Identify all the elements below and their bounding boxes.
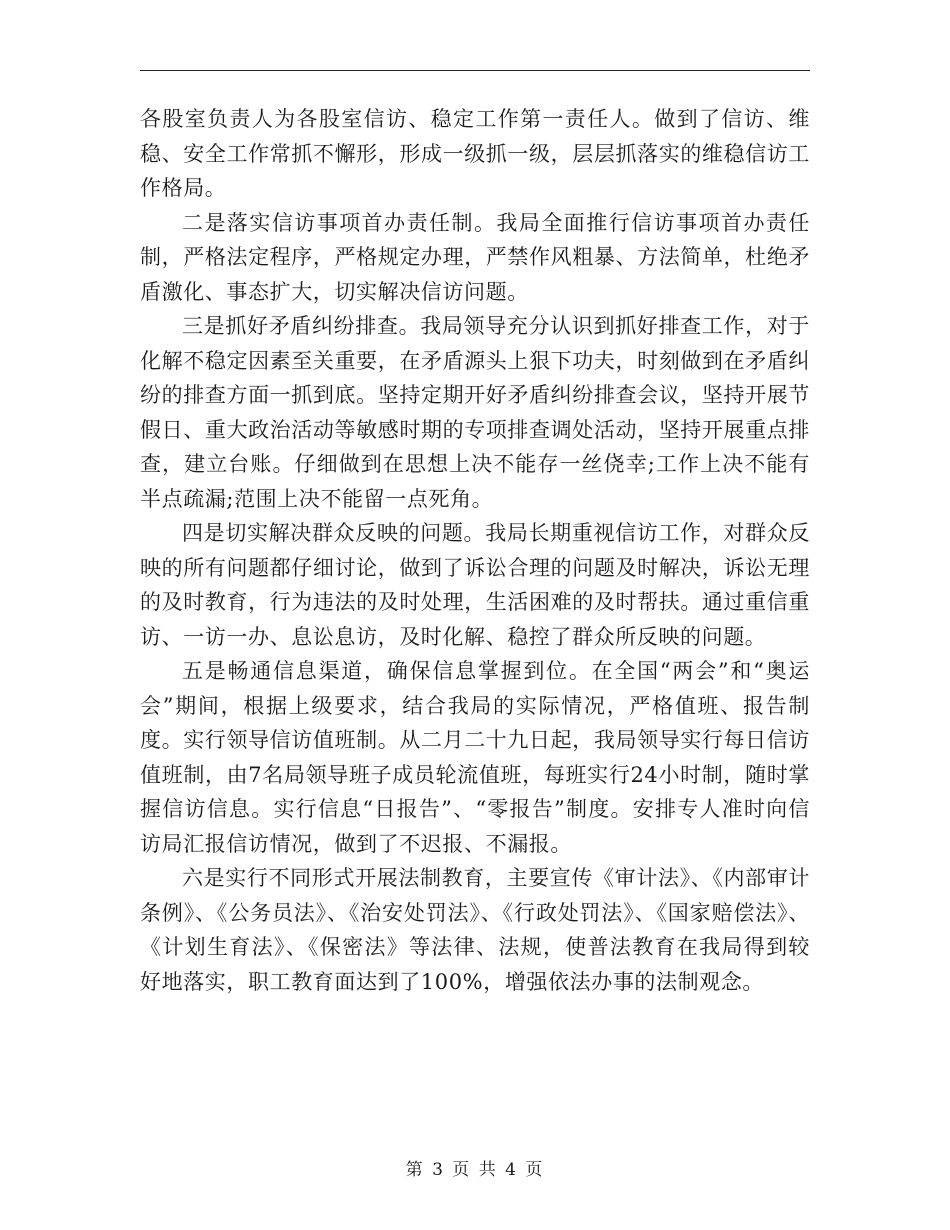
header-rule <box>140 70 810 71</box>
paragraph-item-five: 五是畅通信息渠道，确保信息掌握到位。在全国“两会”和“奥运会”期间，根据上级要求，结合我局的实际情况，严格值班、报告制度。实行领导信访值班制。从二月二十九日起，我局领导实行每日信访值班制，由7名局领导班子成员轮流值班，每班实行24小时制，随时掌握信访信息。实行信息“日报告”、“零报告”制度。安排专人准时向信访局汇报信访情况，做到了不迟报、不漏报。 <box>140 659 810 856</box>
paragraph-item-six: 六是实行不同形式开展法制教育，主要宣传《审计法》、《内部审计条例》、《公务员法》、《治安处罚法》、《行政处罚法》、《国家赔偿法》、《计划生育法》、《保密法》等法律、法规，使普法教育在我局得到较好地落实，职工教育面达到了100%，增强依法办事的法制观念。 <box>140 866 810 994</box>
paragraph-item-three: 三是抓好矛盾纠纷排查。我局领导充分认识到抓好排查工作，对于化解不稳定因素至关重要，在矛盾源头上狠下功夫，时刻做到在矛盾纠纷的排查方面一抓到底。坚持定期开好矛盾纠纷排查会议，坚持开展节假日、重大政治活动等敏感时期的专项排查调处活动，坚持开展重点排查，建立台账。仔细做到在思想上决不能存一丝侥幸;工作上决不能有半点疏漏;范围上决不能留一点死角。 <box>140 314 810 511</box>
document-body <box>140 102 810 999</box>
paragraph-item-two: 二是落实信访事项首办责任制。我局全面推行信访事项首办责任制，严格法定程序，严格规定办理，严禁作风粗暴、方法简单，杜绝矛盾激化、事态扩大，切实解决信访问题。 <box>140 210 810 304</box>
paragraph-continuation: 各股室负责人为各股室信访、稳定工作第一责任人。做到了信访、维稳、安全工作常抓不懈形，形成一级抓一级，层层抓落实的维稳信访工作格局。 <box>140 107 810 200</box>
page-number-footer: 第 3 页 共 4 页 <box>405 1160 545 1180</box>
paragraph-item-four: 四是切实解决群众反映的问题。我局长期重视信访工作，对群众反映的所有问题都仔细讨论，做到了诉讼合理的问题及时解决，诉讼无理的及时教育，行为违法的及时处理，生活困难的及时帮扶。通过重信重访、一访一办、息讼息访，及时化解、稳控了群众所反映的问题。 <box>140 521 810 649</box>
